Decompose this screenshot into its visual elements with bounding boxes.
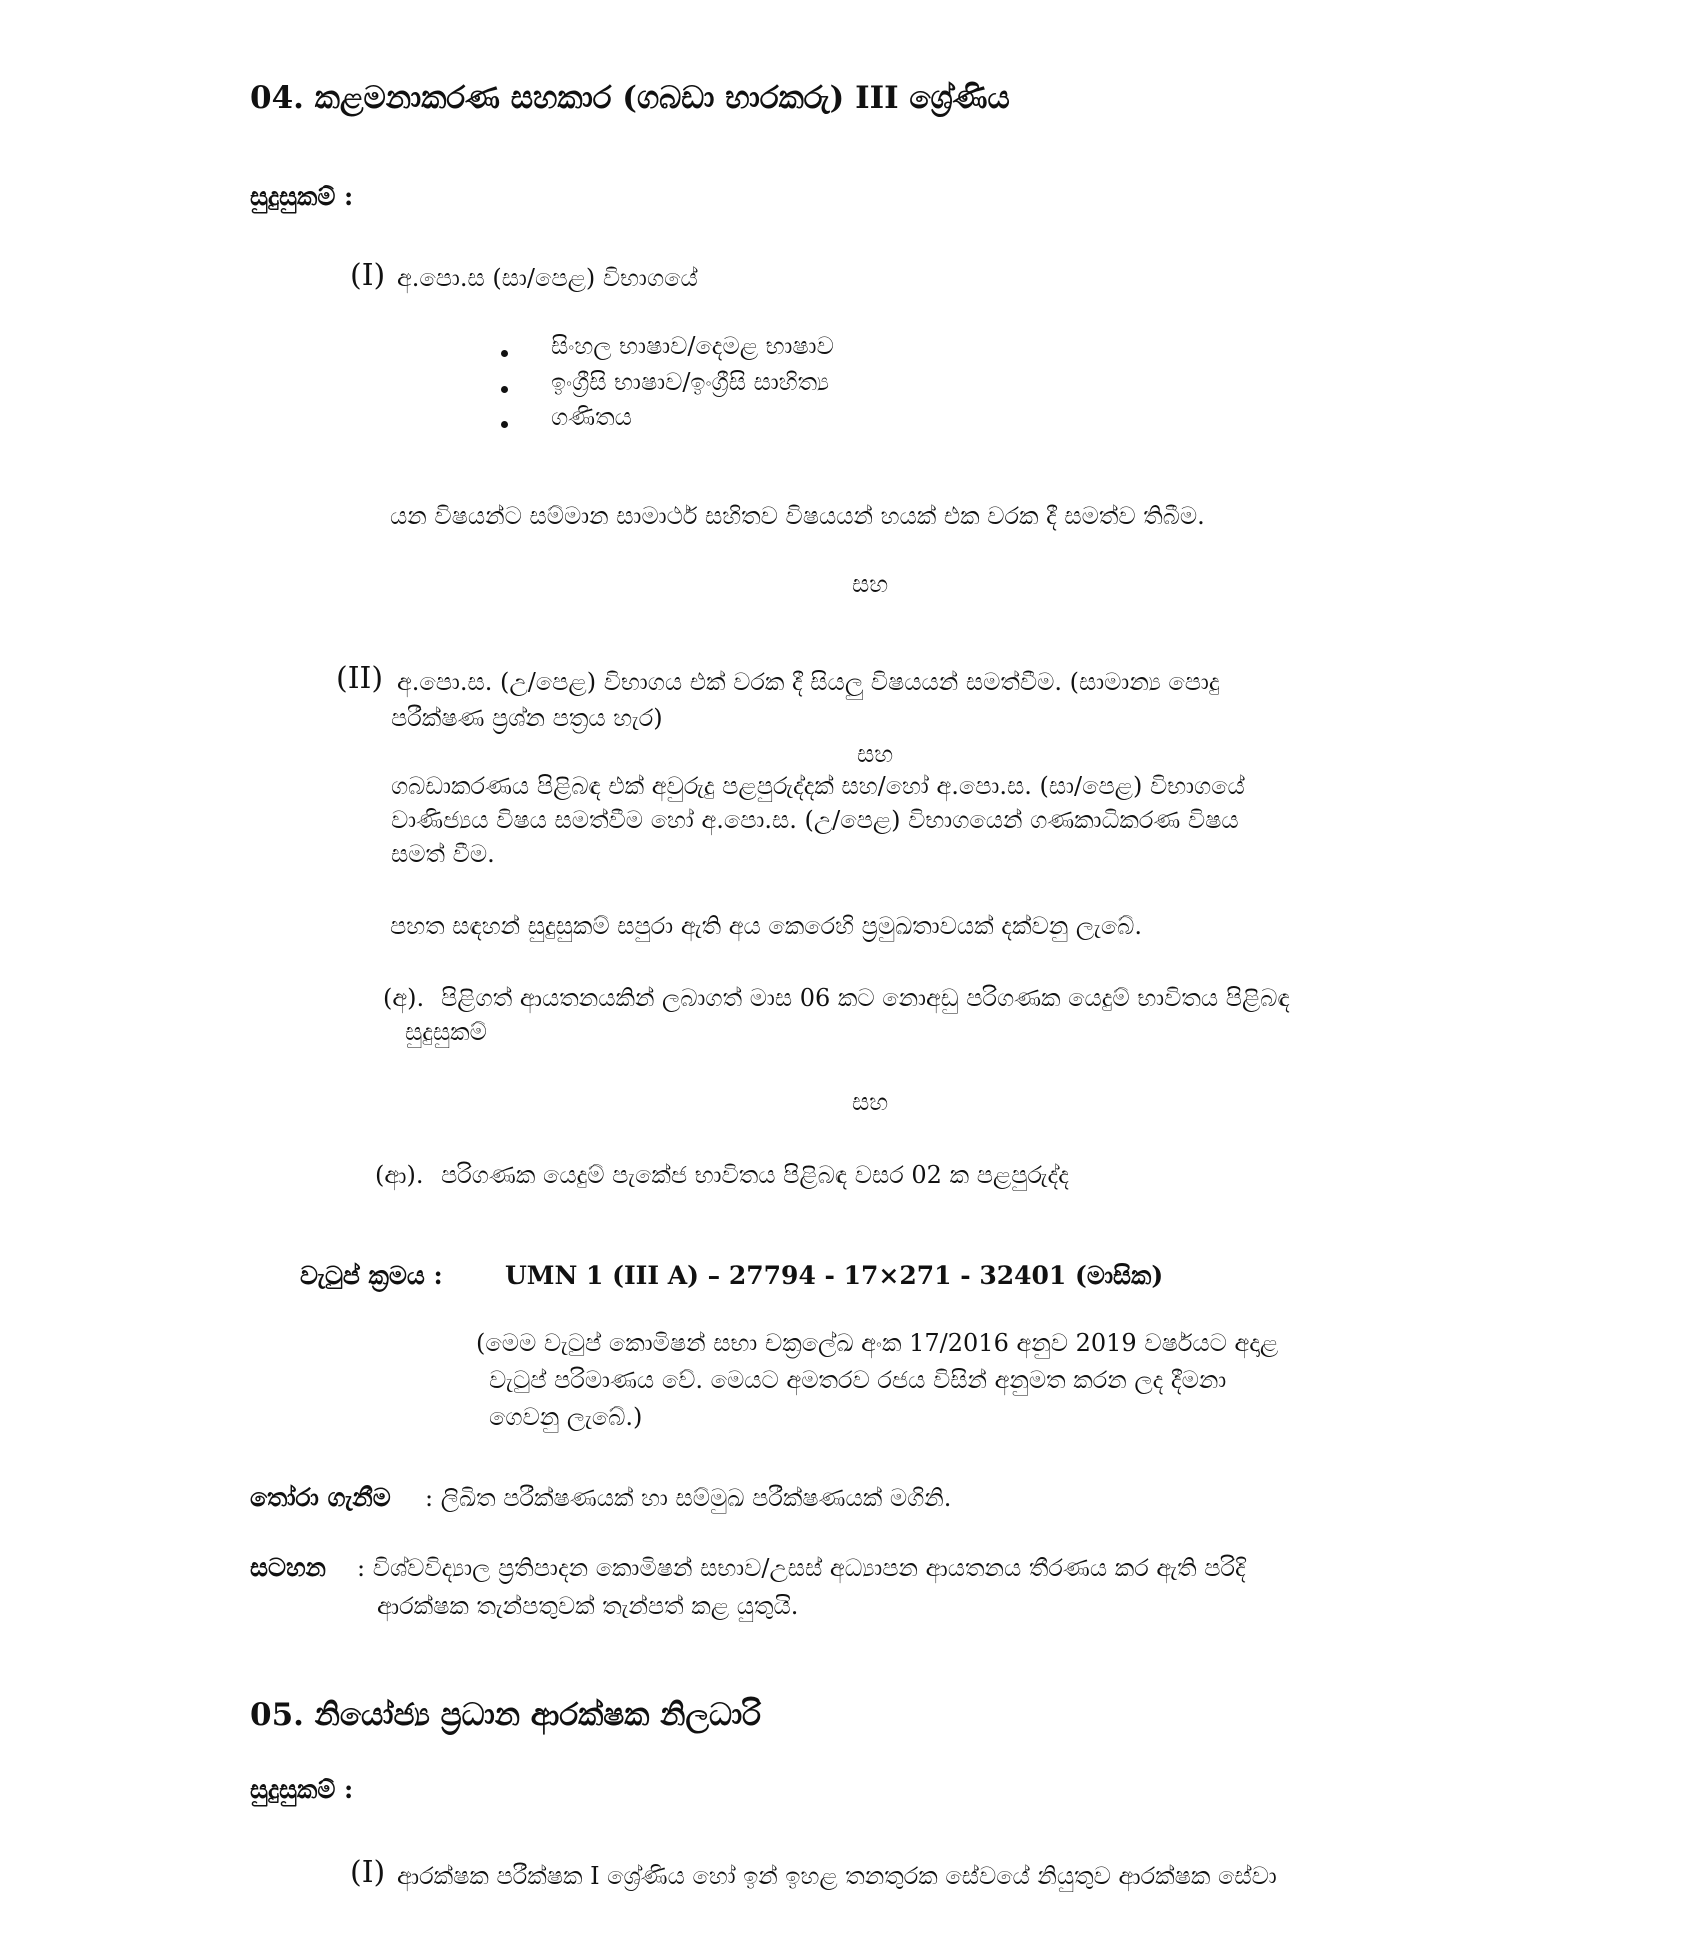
bullet-icon xyxy=(501,386,508,393)
item-1-conclusion: යන විෂයන්ට සම්මාන සාමාර්ථ සහිතව විෂයයන් හයක් එක වරක දී සමත්ව තිබීම. xyxy=(390,502,1205,530)
list-item: ඉංග්‍රීසි භාෂාව/ඉංග්‍රීසි සාහිත්‍ය xyxy=(551,368,830,396)
priority-a-line-2: සුදුසුකම් xyxy=(405,1018,487,1046)
qualifications-label: සුදුසුකම් : xyxy=(250,182,354,211)
section-5-item-1-text: ආරක්ෂක පරීක්ෂක I ශ්‍රේණිය හෝ ඉන් ඉහළ තනතුරක සේවයේ නියුතුව ආරක්ෂක සේවා xyxy=(397,1862,1277,1890)
priority-a-marker: (අ). xyxy=(383,984,425,1012)
bullet-icon xyxy=(501,421,508,428)
and-connector: සහ xyxy=(852,1088,889,1116)
section-5-title: 05. නියෝජ්‍ය ප්‍රධාන ආරක්ෂක නිලධාරි xyxy=(250,1697,761,1733)
and-connector: සහ xyxy=(852,570,889,598)
salary-note-line-1: (මෙම වැටුප් කොමිෂන් සභා චක්‍රලේඛ අංක 17/2016 අනුව 2019 වර්ෂයට අදාළ xyxy=(476,1329,1279,1357)
note-line-1: : විශ්වවිද්‍යාල ප්‍රතිපාදන කොමිෂන් සභාව/උසස් අධ්‍යාපන ආයතනය තීරණය කර ඇති පරිදි xyxy=(357,1554,1246,1582)
item-1-marker: (I) xyxy=(350,258,386,293)
item-2-line-3: ගබඩාකරණය පිළිබඳ එක් අවුරුදු පළපුරුද්දක් සහ/හෝ අ.පො.ස. (සා/පෙළ) විභාගයේ xyxy=(391,772,1245,800)
salary-note-line-2: වැටුප් පරිමාණය වේ. මෙයට අමතරව රජය විසින් අනුමත කරන ලද දීමනා xyxy=(489,1366,1227,1394)
item-2-marker: (II) xyxy=(336,661,384,696)
salary-note-line-3: ගෙවනු ලැබේ.) xyxy=(489,1403,643,1431)
priority-b-text: පරිගණක යෙදුම් පැකේජ භාවිතය පිළිබඳ වසර 02 ක පළපුරුද්ද xyxy=(441,1161,1069,1189)
list-item: සිංහල භාෂාව/දෙමළ භාෂාව xyxy=(551,332,834,360)
priority-b-marker: (ආ). xyxy=(375,1161,424,1189)
and-connector: සහ xyxy=(857,740,894,768)
list-item: ගණිතය xyxy=(551,403,632,431)
salary-value: UMN 1 (III A) – 27794 - 17×271 - 32401 (මාසික) xyxy=(505,1261,1164,1290)
item-2-line-2: පරීක්ෂණ ප්‍රශ්න පත්‍රය හැර) xyxy=(391,704,663,732)
note-line-2: ආරක්ෂක තැන්පතුවක් තැන්පත් කළ යුතුයි. xyxy=(377,1592,799,1620)
priority-note: පහත සඳහන් සුදුසුකම් සපුරා ඇති අය කෙරෙහි ප්‍රමුඛතාවයක් දක්වනු ලැබේ. xyxy=(390,912,1142,940)
section-5-item-1-marker: (I) xyxy=(350,1855,386,1890)
qualifications-label: සුදුසුකම් : xyxy=(250,1775,354,1804)
item-1-text: අ.පො.ස (සා/පෙළ) විභාගයේ xyxy=(397,264,698,292)
note-label: සටහන xyxy=(250,1553,326,1582)
item-2-line-4: වාණිජ්‍යය විෂය සමත්වීම හෝ අ.පො.ස. (උ/පෙළ) විභාගයෙන් ගණකාධිකරණ විෂය xyxy=(391,806,1239,834)
bullet-icon xyxy=(501,350,508,357)
selection-text: : ලිඛිත පරීක්ෂණයක් හා සම්මුඛ පරීක්ෂණයක් මගිනි. xyxy=(425,1484,952,1512)
salary-label: වැටුප් ක්‍රමය : xyxy=(300,1261,443,1290)
item-2-line-5: සමත් වීම. xyxy=(391,840,495,868)
item-2-line-1: අ.පො.ස. (උ/පෙළ) විභාගය එක් වරක දී සියලු විෂයයන් සමත්වීම. (සාමාන්‍ය පොදු xyxy=(397,668,1220,696)
priority-a-line-1: පිළිගත් ආයතනයකින් ලබාගත් මාස 06 කට නොඅඩු පරිගණක යෙදුම් භාවිතය පිළිබඳ xyxy=(441,984,1290,1012)
section-4-title: 04. කළමනාකරණ සහකාර (ගබඩා භාරකරු) III ශ්‍රේණිය xyxy=(250,80,1010,116)
selection-label: තෝරා ගැනීම xyxy=(250,1483,391,1512)
